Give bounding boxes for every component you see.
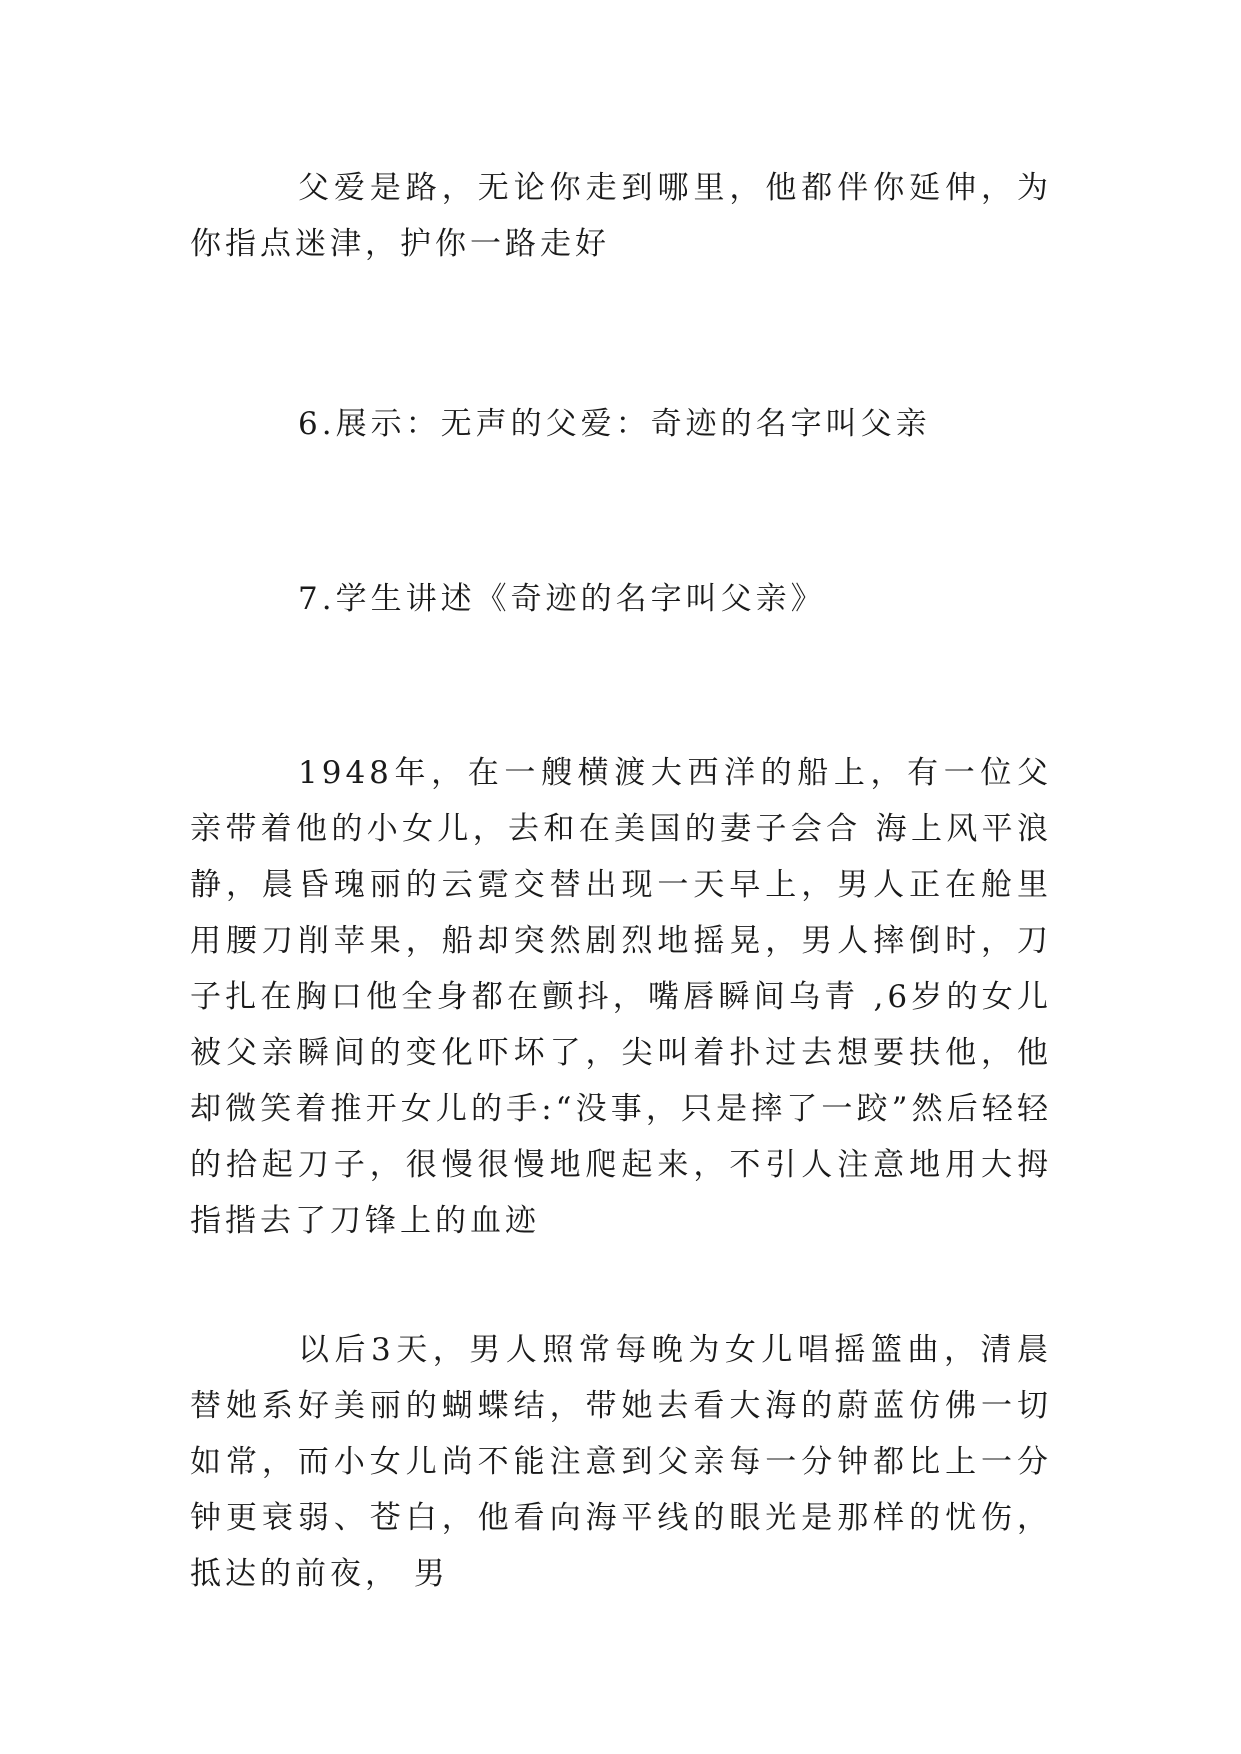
paragraph-step-6-heading: 6.展示：无声的父爱：奇迹的名字叫父亲 [298, 406, 931, 442]
paragraph-story-1948: 1948年，在一艘横渡大西洋的船上，有一位父亲带着他的小女儿，去和在美国的妻子会合 海上风平浪静，晨昏瑰丽的云霓交替出现一天早上，男人正在舱里用腰刀削苹果，船却突然剧烈地摇晃，男人摔倒时，刀子扎在胸口他全身都在颤抖，嘴唇瞬间乌青 ,6岁的女儿被父亲瞬间的变化吓坏了，尖叫着扑过去想要扶他，他却微笑着推开女儿的手:“没事，只是摔了一跤”然后轻轻的拾起刀子，很慢很慢地爬起来，不引人注意地用大拇指揩去了刀锋上的血迹 [190, 755, 1052, 1239]
paragraph-story-three-days: 以后3天，男人照常每晚为女儿唱摇篮曲，清晨替她系好美丽的蝴蝶结，带她去看大海的蔚蓝仿佛一切如常，而小女儿尚不能注意到父亲每一分钟都比上一分钟更衰弱、苍白，他看向海平线的眼光是那样的忧伤，抵达的前夜， 男 [190, 1332, 1052, 1592]
paragraph-step-7-heading: 7.学生讲述《奇迹的名字叫父亲》 [298, 581, 826, 617]
paragraph-father-love-road: 父爱是路，无论你走到哪里，他都伴你延伸，为你指点迷津，护你一路走好 [190, 170, 1052, 262]
